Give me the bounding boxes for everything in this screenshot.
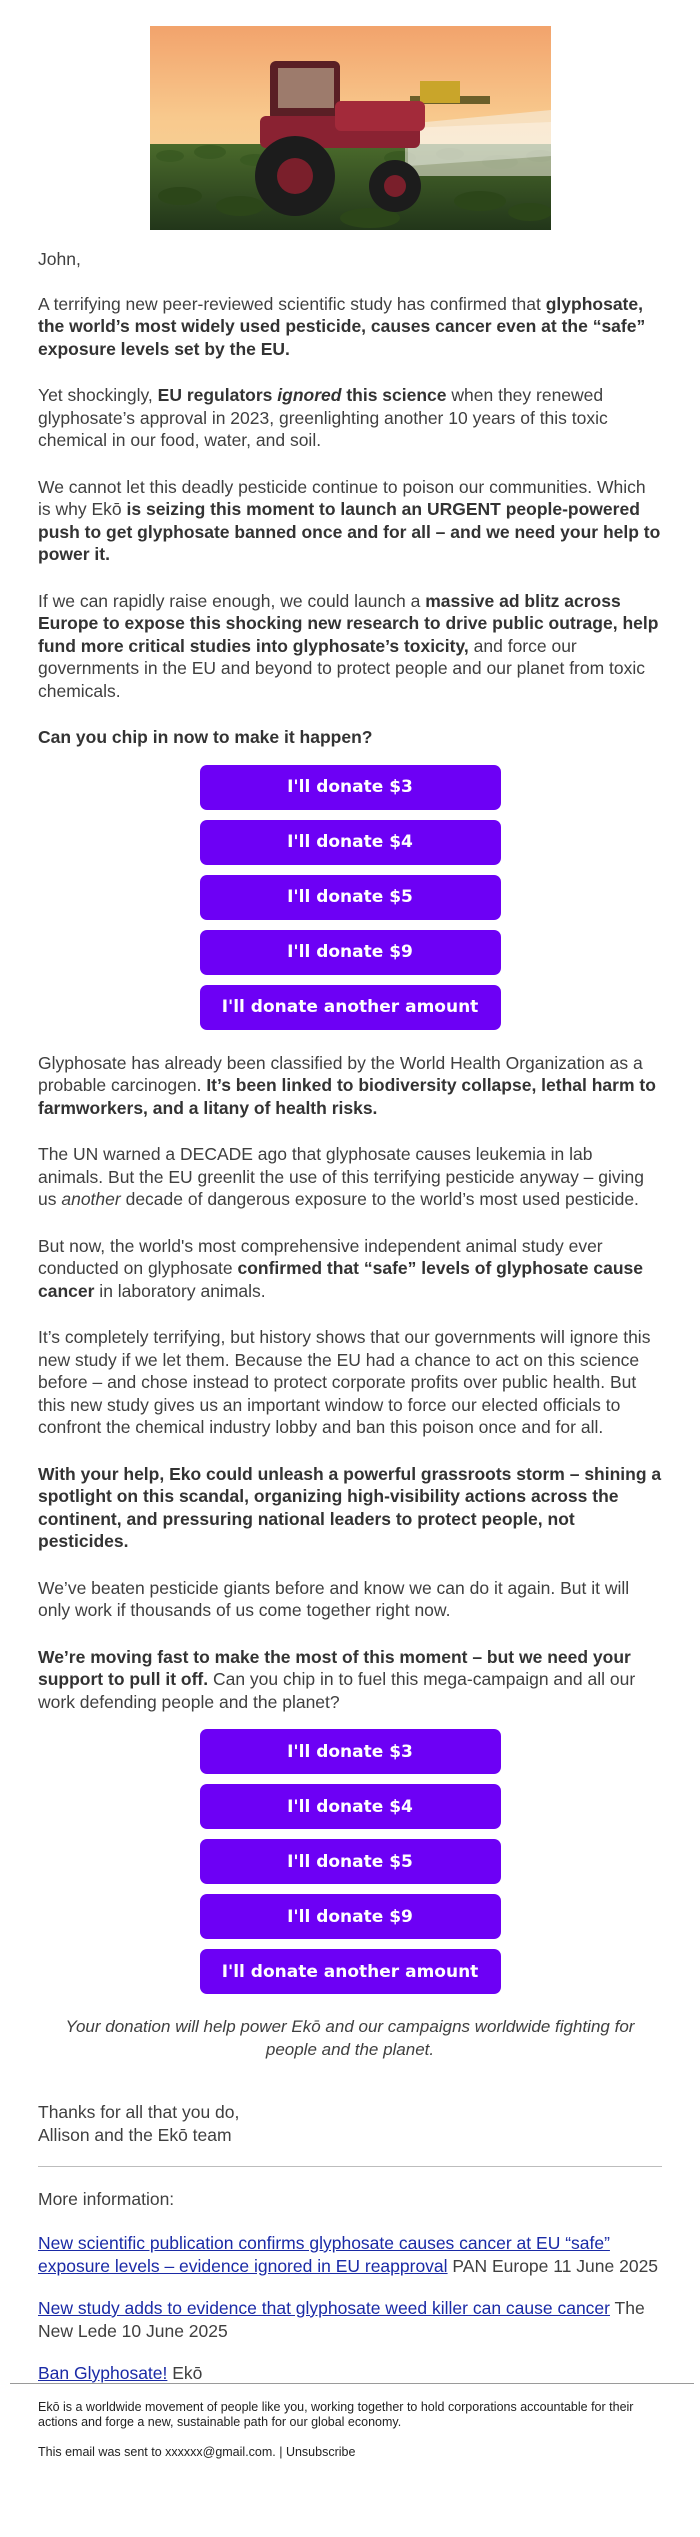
paragraph-urgent-push: We cannot let this deadly pesticide continue to poison our communities. Which is why Ekō is seizing this moment to launch an URGENT people-powered push to get glyphosate banned once and for all – and we need your help to power it. — [38, 476, 661, 564]
reference-pan-europe: New scientific publication confirms glyphosate causes cancer at EU “safe” exposure levels – evidence ignored in EU reapproval PAN Europe 11 June 2025 — [38, 2233, 659, 2276]
paragraph-study: A terrifying new peer-reviewed scientific study has confirmed that glyphosate, the world’s most widely used pesticide, causes cancer even at the “safe” exposure levels set by the EU. — [38, 293, 646, 359]
signoff: Thanks for all that you do, Allison and the Ekō team — [38, 2102, 240, 2145]
donate-5-button[interactable]: I'll donate $5 — [200, 875, 501, 920]
donate-other-amount-button[interactable]: I'll donate another amount — [200, 985, 501, 1030]
paragraph-beaten-before: We’ve beaten pesticide giants before and know we can do it again. But it will only work if thousands of us come together right now. — [38, 1577, 630, 1620]
call-to-action-heading: Can you chip in now to make it happen? — [38, 727, 373, 747]
donation-note: Your donation will help power Ekō and our campaigns worldwide fighting for people and the planet. — [65, 2017, 635, 2059]
more-info-heading: More information: — [38, 2189, 175, 2209]
paragraph-ad-blitz: If we can rapidly raise enough, we could launch a massive ad blitz across Europe to expose this shocking new research to drive public outrage, help fund more critical studies into glyphosate’s toxicity, and force our governments in the EU and beyond to protect people and our planet from toxic chemicals. — [38, 590, 659, 701]
paragraph-moving-fast: We’re moving fast to make the most of this moment – but we need your support to pull it off. Can you chip in to fuel this mega-campaign and all our work defending people and the planet? — [38, 1646, 636, 1712]
donate-buttons-top — [38, 765, 662, 1030]
footer-about: Ekō is a worldwide movement of people like you, working together to hold corporations accountable for their actions and forge a new, sustainable path for our global economy. — [38, 2400, 634, 2429]
paragraph-un-warning: The UN warned a DECADE ago that glyphosate causes leukemia in lab animals. But the EU greenlit the use of this terrifying pesticide anyway – giving us another decade of dangerous exposure to the world’s most used pesticide. — [38, 1144, 645, 1209]
donate-4-button[interactable]: I'll donate $4 — [200, 820, 501, 865]
hero-tractor-image — [150, 26, 551, 230]
reference-ban-glyphosate: Ban Glyphosate! Ekō — [38, 2363, 203, 2383]
paragraph-regulators: Yet shockingly, EU regulators ignored this science when they renewed glyphosate’s approval in 2023, greenlighting another 10 years of this toxic chemical in our food, water, and soil. — [38, 385, 608, 450]
footer — [38, 2400, 668, 2475]
email-body — [38, 248, 662, 2405]
greeting: John, — [38, 249, 81, 269]
donate-3-button[interactable]: I'll donate $3 — [200, 1729, 501, 1774]
donate-3-button[interactable]: I'll donate $3 — [200, 765, 501, 810]
donate-4-button[interactable]: I'll donate $4 — [200, 1784, 501, 1829]
reference-link-ban-glyphosate[interactable]: Ban Glyphosate! — [38, 2363, 168, 2383]
paragraph-who-classification: Glyphosate has already been classified by the World Health Organization as a probable carcinogen. It’s been linked to biodiversity collapse, lethal harm to farmworkers, and a litany of health risks. — [38, 1052, 656, 1118]
paragraph-grassroots: With your help, Eko could unleash a powerful grassroots storm – shining a spotlight on this scandal, organizing high-visibility actions across the continent, and pressuring national leaders to protect people, not pesticides. — [38, 1463, 662, 1551]
donate-9-button[interactable]: I'll donate $9 — [200, 1894, 501, 1939]
reference-link-new-lede[interactable]: New study adds to evidence that glyphosate weed killer can cause cancer — [38, 2298, 610, 2318]
donate-buttons-bottom — [38, 1729, 662, 1994]
donate-9-button[interactable]: I'll donate $9 — [200, 930, 501, 975]
divider — [38, 2166, 662, 2167]
footer-divider — [10, 2383, 694, 2384]
reference-new-lede: New study adds to evidence that glyphosate weed killer can cause cancer The New Lede 10 June 2025 — [38, 2298, 645, 2341]
paragraph-history: It’s completely terrifying, but history shows that our governments will ignore this new study if we let them. Because the EU had a chance to act on this science before – and chose instead to protect corporate profits over public health. But this new study gives us an important window to force our elected officials to confront the chemical industry lobby and ban this poison once and for all. — [38, 1327, 651, 1437]
footer-sent-to: This email was sent to xxxxxx@gmail.com. | Unsubscribe — [38, 2445, 356, 2459]
paragraph-animal-study: But now, the world's most comprehensive independent animal study ever conducted on glyphosate confirmed that “safe” levels of glyphosate cause cancer in laboratory animals. — [38, 1235, 644, 1301]
donate-5-button[interactable]: I'll donate $5 — [200, 1839, 501, 1884]
donate-other-amount-button[interactable]: I'll donate another amount — [200, 1949, 501, 1994]
reference-link-pan-europe[interactable]: New scientific publication confirms glyphosate causes cancer at EU “safe” exposure levels – evidence ignored in EU reapproval — [38, 2233, 610, 2276]
